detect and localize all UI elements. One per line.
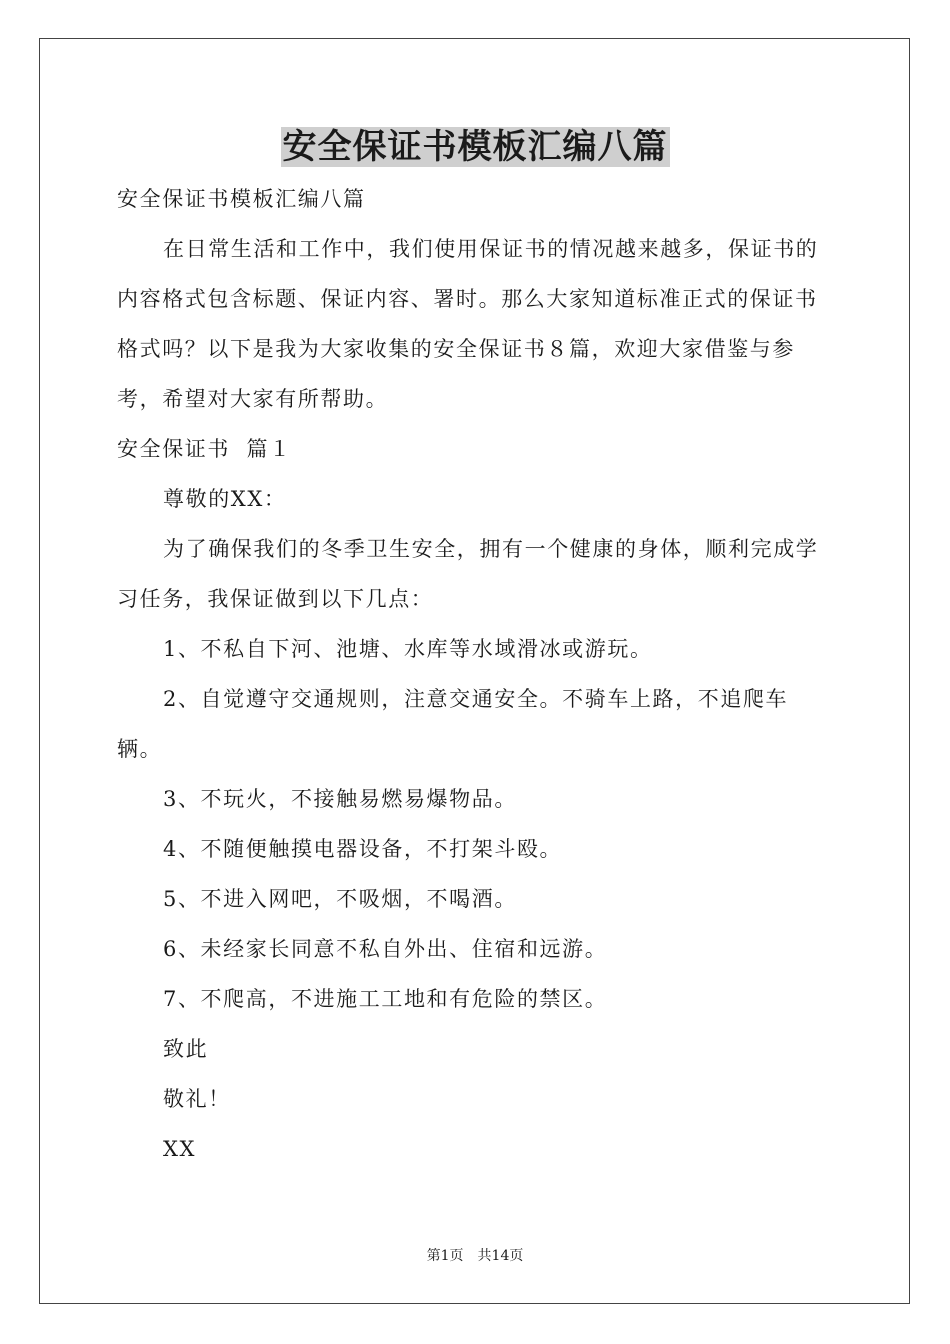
list-item: 5、不进入网吧，不吸烟，不喝酒。 — [163, 887, 517, 911]
page-number-total: 共14页 — [477, 1248, 524, 1264]
list-item: 3、不玩火，不接触易燃易爆物品。 — [163, 787, 517, 811]
section-heading: 安全保证书 篇１ — [117, 437, 292, 461]
list-item: 1、不私自下河、池塘、水库等水域滑冰或游玩。 — [163, 637, 653, 661]
document-subtitle: 安全保证书模板汇编八篇 — [117, 187, 366, 211]
page-footer — [0, 1246, 950, 1266]
document-title — [0, 124, 950, 170]
list-item: 2、自觉遵守交通规则，注意交通安全。不骑车上路，不追爬车辆。 — [117, 687, 789, 761]
opening-paragraph: 为了确保我们的冬季卫生安全，拥有一个健康的身体，顺利完成学习任务，我保证做到以下几点： — [117, 537, 819, 611]
closing-salute: 敬礼！ — [163, 1087, 231, 1111]
document-body — [117, 174, 833, 1174]
list-item: 6、未经家长同意不私自外出、住宿和远游。 — [163, 937, 608, 961]
document-title-text: 安全保证书模板汇编八篇 — [282, 127, 668, 167]
intro-paragraph: 在日常生活和工作中，我们使用保证书的情况越来越多，保证书的内容格式包含标题、保证内容、署时。那么大家知道标准正式的保证书格式吗？以下是我为大家收集的安全保证书８篇，欢迎大家借鉴与参考，希望对大家有所帮助。 — [117, 237, 819, 411]
signature: XX — [163, 1137, 197, 1161]
list-item: 4、不随便触摸电器设备，不打架斗殴。 — [163, 837, 563, 861]
list-item: 7、不爬高，不进施工工地和有危险的禁区。 — [163, 987, 608, 1011]
page-number-current: 第1页 — [426, 1248, 464, 1264]
closing-line: 致此 — [163, 1037, 209, 1061]
salutation: 尊敬的XX： — [163, 487, 287, 511]
